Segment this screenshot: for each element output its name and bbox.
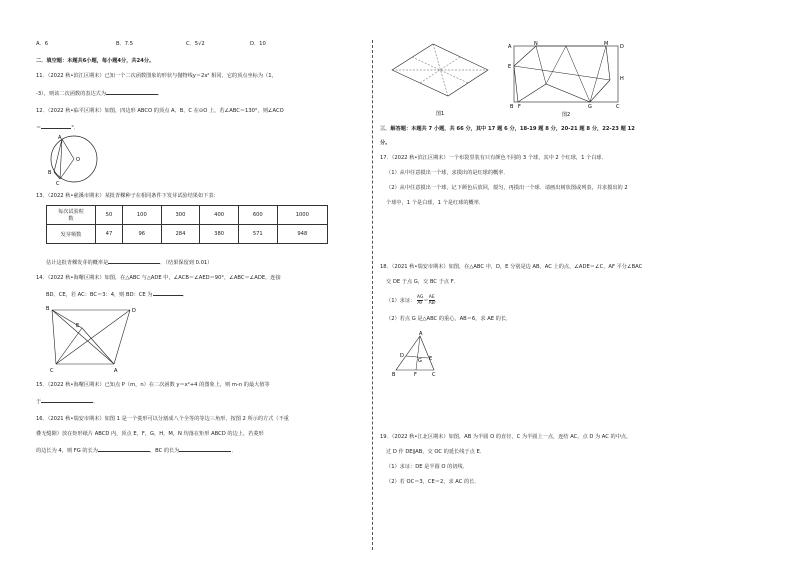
q16-label-A: A <box>508 44 512 50</box>
table-row <box>47 206 328 225</box>
option-b: B．7.5 <box>116 41 133 47</box>
q11-answer-blank[interactable] <box>106 89 158 95</box>
q13-table <box>46 205 328 244</box>
table-cell: 300 <box>161 206 200 225</box>
table-row <box>47 225 328 244</box>
q16-label-M: M <box>604 41 609 47</box>
q19-part2: （2）若 OC＝3，CE＝2，求 AC 的长． <box>386 479 480 485</box>
option-a: A．6 <box>36 41 49 47</box>
q12-answer-blank[interactable] <box>41 123 71 129</box>
q18-frac-l-den: AF <box>417 301 423 306</box>
q14-label-E: E <box>76 323 80 329</box>
q16-label-E: E <box>508 64 512 70</box>
table-cell: 400 <box>200 206 239 225</box>
q13-footer-text: 估计这批青稞发芽的概率是 <box>46 260 109 266</box>
q18-part1: （1）求证： $\frac{AG}{AF}$ ＝ $\frac{AE}{AB}$ ． <box>386 295 440 306</box>
q14-triangle-figure <box>42 302 142 374</box>
q18-frac-r-num: AE <box>428 295 435 300</box>
q18-line1: 18．（2021 秋•瑞安市期末）如图，在△ABC 中，D，E 分别是边 AB，AC 上的点，∠ADE＝∠C，AF 平分∠BAC <box>380 264 643 270</box>
q17-part1: （1）从中任意摸出一个球，求摸出的是红球的概率． <box>386 170 509 176</box>
q12-text: ＝ <box>36 125 42 131</box>
q19-line1: 19．（2022 秋•江北区期末）如图，AB 为半圆 O 的直径，C 为半圆上一点，连结 AC，点 D 为 AC 的中点， <box>380 434 632 440</box>
table-cell: 600 <box>238 206 277 225</box>
q16-figure-1 <box>388 40 498 120</box>
section3-title: 三．解答题：本题共 7 小题，共 66 分，其中 17 题 6 分，18-19 题 8 分，20-21 题 8 分，22-23 题 12 <box>380 126 635 132</box>
q16-label-B: B <box>510 104 514 110</box>
table-cell: 948 <box>277 225 327 244</box>
q14-label-D: D <box>132 308 136 314</box>
table-cell: 284 <box>161 225 200 244</box>
q18-part2: （2）若点 G 是△ABC 的重心，AB＝6，求 AE 的长． <box>386 316 512 322</box>
q14-answer-blank[interactable] <box>153 290 183 296</box>
q16-label-C: C <box>616 104 620 110</box>
table-cell: 47 <box>96 225 123 244</box>
q16-label-N: N <box>534 41 538 47</box>
q14-label-A: A <box>114 368 118 374</box>
q18-line2: 交 DE 于点 G，交 BC 于点 F． <box>386 279 459 285</box>
table-cell: 100 <box>122 206 161 225</box>
q14-label-C: C <box>50 368 54 374</box>
q11-line1: 11．（2022 秋•滨江区期末）已知一个二次函数图象的形状与抛物线y＝2x² 相同，它的顶点坐标为（1， <box>36 73 277 79</box>
q17-part2a: （2）从中任意摸出一个球，记下颜色后放回，搅匀，再摸出一个球．请画出树状图或列表，并求摸出的 2 <box>386 185 628 191</box>
q12-label-C: C <box>56 181 60 186</box>
q16-label-F: F <box>518 104 521 110</box>
q15-answer-blank[interactable] <box>41 397 93 403</box>
q14-line1: 14．（2022 秋•海曙区期末）如图，在△ABC 与△ADE 中，∠ACB＝∠AED＝90°，∠ABC＝∠ADE，连接 <box>36 275 281 281</box>
q14-text: BD、CE，若 AC：BC＝3：4，则 BD：CE 为 <box>46 292 153 298</box>
q16-text-a: 的边长为 4，则 FG 的长为 <box>36 448 98 454</box>
q16-text-b: ，BC 的长为 <box>149 448 180 454</box>
table-cell: 1000 <box>277 206 327 225</box>
q13-footer <box>46 258 212 267</box>
q11-line2: -3），则该二次函数的表达式为 ． <box>36 91 164 97</box>
table-cell: 380 <box>200 225 239 244</box>
section3-title-2: 分。 <box>380 140 391 146</box>
q12-line1: 12．（2022 秋•临平区期末）如图，四边形 ABCO 的顶点 A、B、C 在⊙O 上，若∠ABC＝130°，则∠ACO <box>36 108 284 114</box>
q12-label-B: B <box>48 170 52 176</box>
q18-label-D: D <box>400 353 404 359</box>
q16-line3: 的边长为 4，则 FG 的长为 ，BC 的长为 ． <box>36 448 237 454</box>
q16-line2: 叠无缝隙）放在矩形纸片 ABCD 内，顶点 E，F，G，H，M，N 均落在矩形 ABCD 的边上，若菱形 <box>36 431 264 437</box>
q15-line1: 15．（2022 秋•海曙区期末）已知点 P（m，n）在二次函数 y＝x²+4 的图象上，则 m-n 的最大值等 <box>36 382 270 388</box>
q18-triangle-figure <box>388 330 448 378</box>
q17-line1: 17．（2022 秋•滨江区期末）一个布袋里装有只有颜色不同的 3 个球，其中 2 个红球，1 个白球． <box>380 155 607 161</box>
q18-label-G: G <box>418 358 422 364</box>
option-d: D．10 <box>250 41 266 47</box>
q13-line1: 13．（2022 秋•慈溪市期末）某批青稞种子在相同条件下发芽试验结果如下表： <box>36 193 219 199</box>
q18-label-E: E <box>429 356 433 362</box>
q16-line1: 16．（2021 秋•瑞安市期末）如图 1 是一个菱形可以分割成八个全等的等边三角形，按图 2 所示的方式（不重 <box>36 416 289 422</box>
q16-label-H: H <box>620 76 624 82</box>
q16-label-G: G <box>588 104 592 110</box>
q19-line2: 过 D 作 DE∥AB，交 OC 的延长线于点 E． <box>386 449 485 455</box>
q18-frac-l-num: AG <box>416 295 424 300</box>
option-c: C．5√2 <box>186 41 205 47</box>
q18-label-C: C <box>432 372 436 378</box>
q14-label-B: B <box>46 306 50 312</box>
q13-footer-note: ．（结果保留到 0.01） <box>160 260 213 266</box>
q18-label-F: F <box>414 372 417 378</box>
q12-label-A: A <box>58 135 62 141</box>
q16-label-D: D <box>620 44 624 50</box>
q11-text: -3），则该二次函数的表达式为 <box>36 91 107 97</box>
q15-text: 于 <box>36 399 42 405</box>
table-cell: 96 <box>122 225 161 244</box>
q16-fig2-label: 图2 <box>562 112 571 118</box>
q12-line2: ＝ °． <box>36 125 79 131</box>
q18-frac-r-den: AB <box>428 301 435 306</box>
q16-answer-blank-1[interactable] <box>98 446 150 452</box>
q16-figure-2 <box>506 40 632 120</box>
q12-circle-figure <box>36 134 106 186</box>
q19-part1: （1）求证：DE 是半圆 O 的切线． <box>386 464 468 470</box>
section2-title: 二．填空题：本题共6小题，每小题4分，共24分。 <box>36 58 155 64</box>
q18-part1-text: （1）求证： <box>386 298 416 304</box>
column-divider <box>372 40 373 550</box>
q17-part2b: 个球中，1 个是白球，1 个是红球的概率． <box>386 200 485 206</box>
q13-answer-blank[interactable] <box>108 258 160 264</box>
table-header: 每次试验粒 数 <box>47 206 96 225</box>
q12-label-O: O <box>76 157 80 163</box>
q18-label-A: A <box>419 331 423 337</box>
q18-label-B: B <box>392 372 396 378</box>
table-header: 发芽频数 <box>47 225 96 244</box>
q16-fig1-label: 图1 <box>436 111 445 117</box>
table-cell: 50 <box>96 206 123 225</box>
q14-line2: BD、CE，若 AC：BC＝3：4，则 BD：CE 为 ． <box>46 292 188 298</box>
q16-answer-blank-2[interactable] <box>179 446 231 452</box>
q15-line2: 于 ． <box>36 399 99 405</box>
table-cell: 571 <box>238 225 277 244</box>
